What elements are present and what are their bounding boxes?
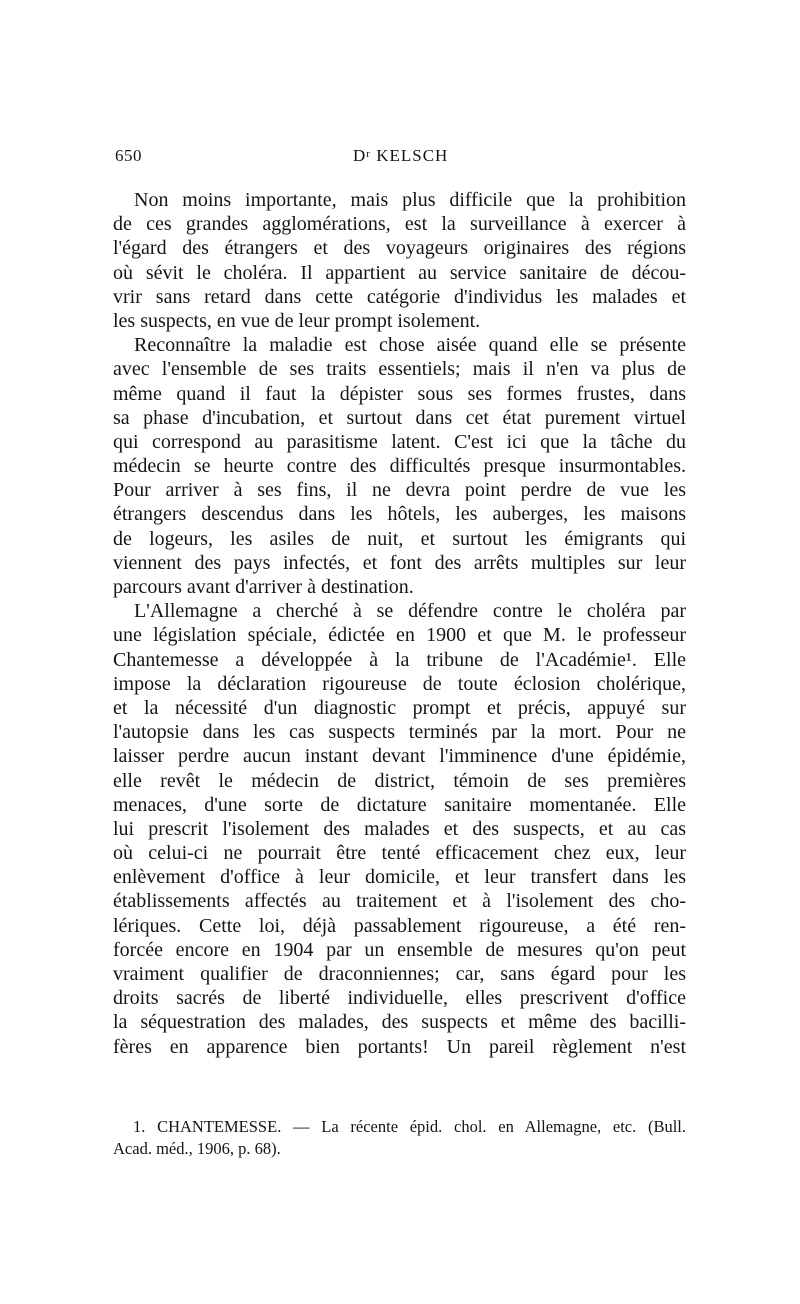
body-text [113,188,686,1059]
footnote-line: 1. CHANTEMESSE. — La récente épid. chol. en Allemagne, etc. (Bull. [133,1117,686,1136]
page-number: 650 [115,146,142,165]
text-line: Non moins importante, mais plus difficile que la prohibition [134,189,686,211]
paragraph-3 [113,599,686,1059]
author-running-head [353,146,448,166]
text-line: sa phase d'incubation, et surtout dans cet état purement virtuel [113,406,686,429]
text-line: droits sacrés de liberté individuelle, elles prescrivent d'office [113,987,686,1010]
text-line: établissements affectés au traitement et à l'isolement des cho- [113,890,686,913]
text-line: de ces grandes agglomérations, est la surveillance à exercer à [113,213,686,236]
text-line: viennent des pays infectés, et font des arrêts multiples sur leur [113,551,686,574]
author-prefix-superscript: r [366,148,371,160]
footnote [113,1116,686,1160]
text-line: Reconnaître la maladie est chose aisée quand elle se présente [134,334,686,357]
text-line: la séquestration des malades, des suspects et même des bacilli- [113,1011,686,1034]
text-line: médecin se heurte contre des difficultés presque insurmontables. [113,455,686,478]
text-line: où celui-ci ne pourrait être tenté efficacement chez eux, leur [113,842,686,865]
text-line: laisser perdre aucun instant devant l'imminence d'une épidémie, [113,745,686,768]
paragraph-1 [113,188,686,333]
text-line: avec l'ensemble de ses traits essentiels; mais il n'en va plus de [113,358,686,381]
text-line: lériques. Cette loi, déjà passablement rigoureuse, a été ren- [113,914,686,937]
text-line: et la nécessité d'un diagnostic prompt et précis, appuyé sur [113,696,686,719]
text-line: où sévit le choléra. Il appartient au service sanitaire de décou- [113,261,686,284]
author-name: KELSCH [376,146,449,165]
running-header [115,146,685,172]
text-line: les suspects, en vue de leur prompt isolement. [113,309,481,332]
text-line: parcours avant d'arriver à destination. [113,576,414,598]
text-line: forcée encore en 1904 par un ensemble de mesures qu'on peut [113,938,686,961]
text-line: elle revêt le médecin de district, témoin de ses premières [113,769,686,792]
text-line: vraiment qualifier de draconniennes; car, sans égard pour les [113,963,686,985]
text-line: étrangers descendus dans les hôtels, les auberges, les maisons [113,503,686,526]
text-line: une législation spéciale, édictée en 1900 et que M. le professeur [113,624,686,647]
text-line: menaces, d'une sorte de dictature sanitaire momentanée. Elle [113,793,686,816]
text-line: fères en apparence bien portants! Un pareil règlement n'est [113,1035,686,1058]
text-line: vrir sans retard dans cette catégorie d'individus les malades et [113,285,686,308]
footnote-line: Acad. méd., 1906, p. 68). [113,1139,281,1158]
text-line: de logeurs, les asiles de nuit, et surtout les émigrants qui [113,527,686,550]
text-line: Chantemesse a développée à la tribune de l'Académie¹. Elle [113,648,686,671]
text-line: enlèvement d'office à leur domicile, et leur transfert dans les [113,866,686,889]
text-line: l'autopsie dans les cas suspects terminés par la mort. Pour ne [113,721,686,744]
text-line: impose la déclaration rigoureuse de toute éclosion cholérique, [113,672,686,695]
author-prefix: D [353,146,367,165]
text-line: l'égard des étrangers et des voyageurs originaires des régions [113,237,686,260]
text-line: qui correspond au parasitisme latent. C'est ici que la tâche du [113,430,686,453]
text-line: L'Allemagne a cherché à se défendre contre le choléra par [134,600,686,623]
text-line: Pour arriver à ses fins, il ne devra point perdre de vue les [113,479,686,502]
text-line: même quand il faut la dépister sous ses formes frustes, dans [113,382,686,405]
paragraph-2 [113,333,686,599]
text-line: lui prescrit l'isolement des malades et des suspects, et au cas [113,817,686,840]
